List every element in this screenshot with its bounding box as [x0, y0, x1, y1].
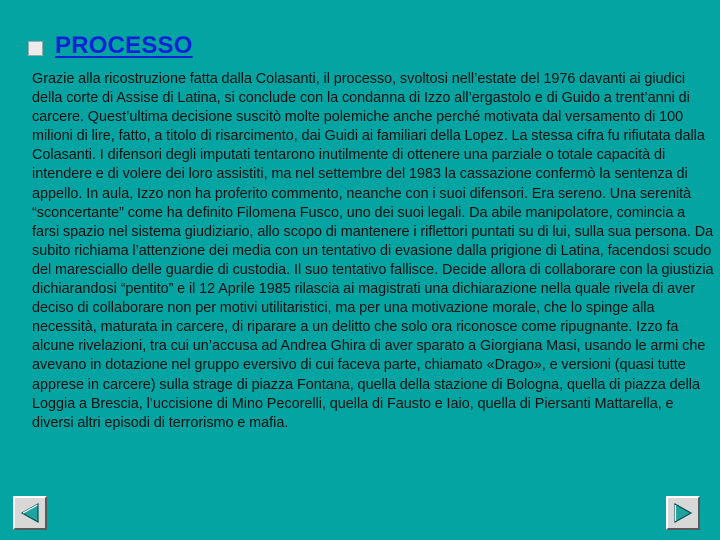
- slide-title: PROCESSO: [55, 32, 193, 59]
- slide-body-text: Grazie alla ricostruzione fatta dalla Colasanti, il processo, svoltosi nell’estate del 1976 davanti ai giudici della corte di Assise di Latina, si conclude con la condanna di Izzo all’ergastolo e di Guido a trent’anni di carcere. Quest’ultima decisione suscitò molte polemiche anche perché motivata dal versamento di 100 milioni di lire, fatto, a titolo di risarcimento, dai Guidi ai familiari della Lopez. La stessa cifra fu rifiutata dalla Colasanti. I difensori degli imputati tentarono inutilmente di ottenere una parziale o totale capacità di intendere e di volere dei loro assistiti, ma nel settembre del 1983 la cassazione confermò la sentenza di appello. In aula, Izzo non ha proferito commento, neanche con i suoi difensori. Era sereno. Una serenità “sconcertante” come ha definito Filomena Fusco, uno dei suoi legali. Da abile manipolatore, comincia a farsi spazio nel sistema giudiziario, allo scopo di mantenere i riflettori puntati su di lui, sulla sua persona. Da subito richiama l’attenzione dei media con un tentativo di evasione dalla prigione di Latina, facendosi scudo del maresciallo delle guardie di custodia. Il suo tentativo fallisce. Decide allora di collaborare con la giustizia dichiarandosi “pentito” e il 12 Aprile 1985 rilascia ai magistrati una dichiarazione nella quale rivela di aver deciso di collaborare non per motivi utilitaristici, ma per una motivazione morale, che lo spinge alla necessità, maturata in carcere, di riparare a un delitto che solo ora riconosce come ripugnante. Izzo fa alcune rivelazioni, tra cui un’accusa ad Andrea Ghira di aver sparato a Giorgiana Masi, usando le armi che avevano in dotazione nel gruppo eversivo di cui faceva parte, chiamato «Drago», e versioni (quasi tutte apprese in carcere) sulla strage di piazza Fontana, quella della stazione di Bologna, quella di piazza della Loggia a Brescia, l’uccisione di Mino Pecorelli, quella di Fausto e Iaio, quella di Piersanti Mattarella, e diversi altri episodi di terrorismo e mafia.: [32, 71, 714, 431]
- triangle-right-icon: [672, 502, 694, 524]
- square-bullet-icon: [28, 41, 43, 56]
- previous-slide-button[interactable]: [13, 496, 47, 530]
- triangle-left-icon: [19, 502, 41, 524]
- next-slide-button[interactable]: [666, 496, 700, 530]
- slide-header: [28, 30, 193, 62]
